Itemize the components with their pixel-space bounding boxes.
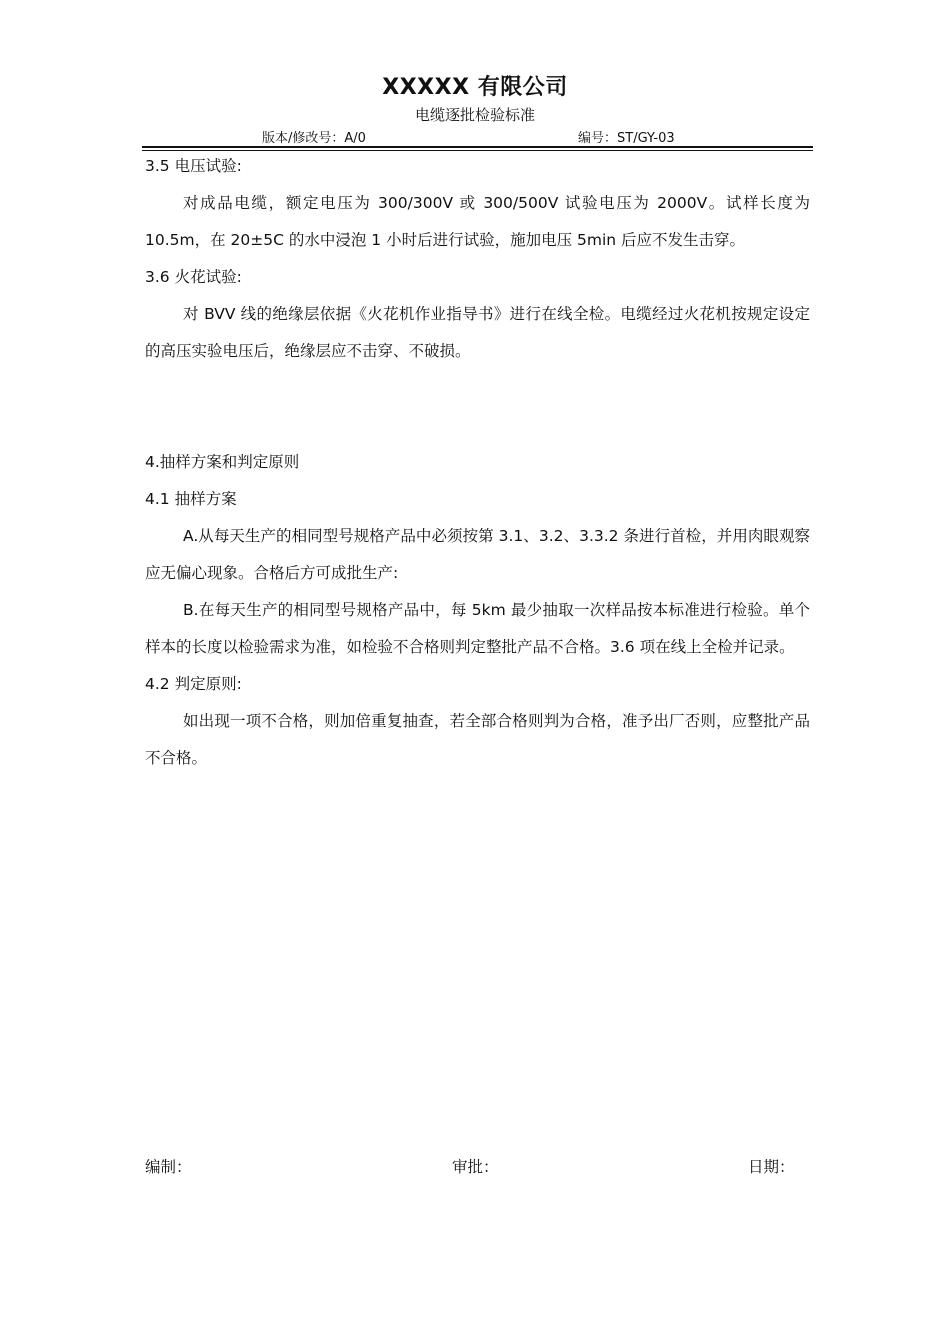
company-name: XXXXX 有限公司 bbox=[382, 75, 568, 100]
footer-approver: 审批： bbox=[452, 1158, 499, 1176]
section-4-heading: 4.抽样方案和判定原则 bbox=[145, 453, 300, 471]
document-subtitle: 电缆逐批检验标准 bbox=[414, 106, 535, 124]
footer-date: 日期： bbox=[748, 1158, 795, 1176]
section-3-6-heading: 3.6 火花试验: bbox=[145, 268, 242, 286]
section-3-5-body: 对成品电缆，额定电压为 300/300V 或 300/500V 试验电压为 2000V。试样长度为 10.5m，在 20±5C 的水中浸泡 1 小时后进行试验，施加电压 5min 后应不发生击穿。 bbox=[145, 194, 810, 249]
section-4-2-body: 如出现一项不合格，则加倍重复抽查，若全部合格则判为合格，准予出厂否则，应整批产品不合格。 bbox=[145, 712, 810, 767]
section-3-5-heading: 3.5 电压试验: bbox=[145, 157, 242, 175]
section-4-1-item-a: A.从每天生产的相同型号规格产品中必须按第 3.1、3.2、3.3.2 条进行首检，并用肉眼观察应无偏心现象。合格后方可成批生产: bbox=[145, 527, 810, 582]
document-code: 编号：ST/GY-03 bbox=[578, 131, 675, 146]
version-number: 版本/修改号：A/0 bbox=[262, 131, 366, 146]
blank-gap bbox=[145, 370, 810, 444]
section-4-2-heading: 4.2 判定原则: bbox=[145, 675, 242, 693]
document-body bbox=[145, 148, 810, 777]
section-4-1-heading: 4.1 抽样方案 bbox=[145, 490, 237, 508]
section-4-1-item-b: B.在每天生产的相同型号规格产品中，每 5km 最少抽取一次样品按本标准进行检验。单个样本的长度以检验需求为准，如检验不合格则判定整批产品不合格。3.6 项在线上全检并记录。 bbox=[145, 601, 810, 656]
footer-editor: 编制： bbox=[145, 1158, 192, 1176]
section-3-6-body: 对 BVV 线的绝缘层依据《火花机作业指导书》进行在线全检。电缆经过火花机按规定设定的高压实验电压后，绝缘层应不击穿、不破损。 bbox=[145, 305, 810, 360]
